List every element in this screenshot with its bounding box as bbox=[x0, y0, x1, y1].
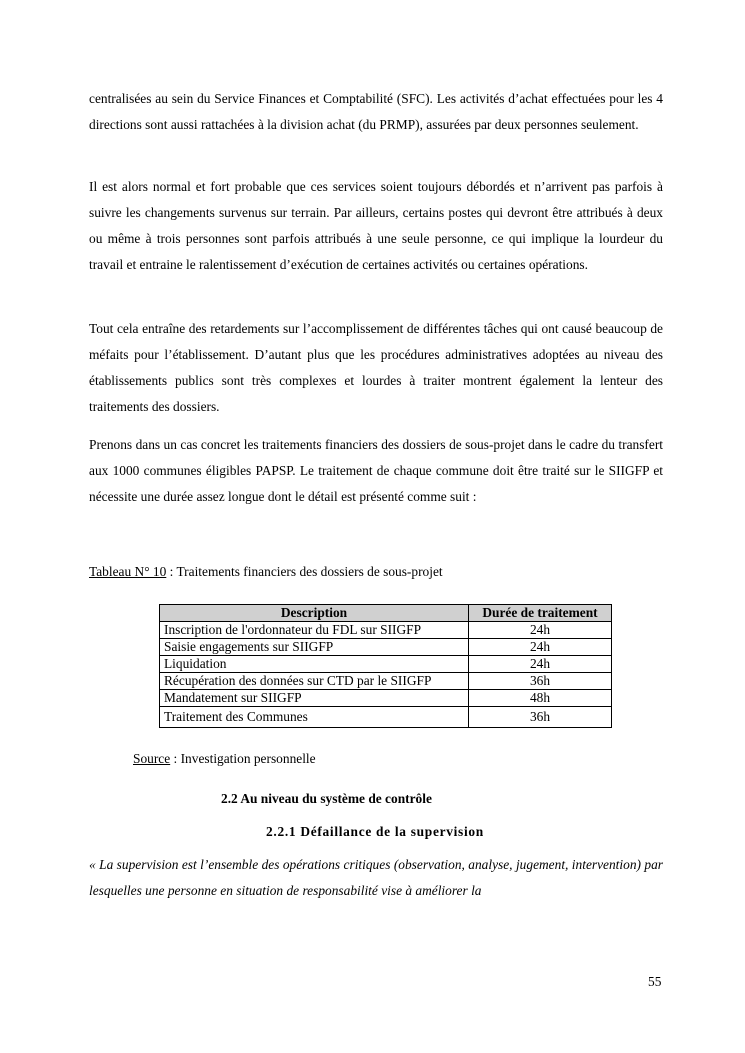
cell-duration: 24h bbox=[469, 656, 612, 673]
table-caption-label: Tableau N° 10 bbox=[89, 564, 167, 579]
cell-description: Liquidation bbox=[160, 656, 469, 673]
paragraph: centralisées au sein du Service Finances et Comptabilité (SFC). Les activités d’achat effectuées pour les 4 directions sont aussi rattachées à la division achat (du PRMP), assurées par deux personnes seulement. bbox=[89, 91, 663, 132]
cell-duration: 36h bbox=[469, 673, 612, 690]
cell-description: Inscription de l'ordonnateur du FDL sur SIIGFP bbox=[160, 622, 469, 639]
cell-description: Mandatement sur SIIGFP bbox=[160, 690, 469, 707]
paragraph: Tout cela entraîne des retardements sur l’accomplissement de différentes tâches qui ont causé beaucoup de méfaits pour l’établissement. D’autant plus que les procédures administratives adoptées au niveau des établissements publics sont très complexes et lourdes à traiter montrent également la lenteur des traitements des dossiers. bbox=[89, 321, 663, 414]
cell-duration: 24h bbox=[469, 639, 612, 656]
cell-duration: 24h bbox=[469, 622, 612, 639]
quote-paragraph: « La supervision est l’ensemble des opérations critiques (observation, analyse, jugement, intervention) par lesquelles une personne en situation de responsabilité vise à améliorer la bbox=[89, 857, 663, 898]
source-text: : Investigation personnelle bbox=[170, 751, 316, 766]
cell-description: Saisie engagements sur SIIGFP bbox=[160, 639, 469, 656]
column-header-duration: Durée de traitement bbox=[469, 605, 612, 622]
table-row bbox=[160, 656, 612, 673]
table-caption-text: : Traitements financiers des dossiers de sous-projet bbox=[166, 564, 443, 579]
table-header-row bbox=[160, 605, 612, 622]
table-row bbox=[160, 639, 612, 656]
cell-description: Récupération des données sur CTD par le SIIGFP bbox=[160, 673, 469, 690]
cell-duration: 48h bbox=[469, 690, 612, 707]
table-source bbox=[133, 751, 316, 767]
paragraph: Il est alors normal et fort probable que ces services soient toujours débordés et n’arrivent pas parfois à suivre les changements survenus sur terrain. Par ailleurs, certains postes qui devront être attribués à deux ou même à trois personnes sont parfois attribués à une seule personne, ce qui implique la lourdeur du travail et entraine le ralentissement d’exécution de certaines activités ou certaines opérations. bbox=[89, 179, 663, 272]
page-number: 55 bbox=[648, 974, 662, 989]
table-row bbox=[160, 707, 612, 728]
cell-duration: 36h bbox=[469, 707, 612, 728]
section-heading: 2.2 Au niveau du système de contrôle bbox=[221, 791, 432, 806]
table-row bbox=[160, 673, 612, 690]
column-header-description: Description bbox=[160, 605, 469, 622]
table-row bbox=[160, 690, 612, 707]
paragraph: Prenons dans un cas concret les traitements financiers des dossiers de sous-projet dans le cadre du transfert aux 1000 communes éligibles PAPSP. Le traitement de chaque commune doit être traité sur le SIIGFP et nécessite une durée assez longue dont le détail est présenté comme suit : bbox=[89, 437, 663, 504]
source-label: Source bbox=[133, 751, 171, 766]
table-caption bbox=[89, 564, 443, 580]
table-row bbox=[160, 622, 612, 639]
treatment-duration-table bbox=[159, 604, 612, 728]
cell-description: Traitement des Communes bbox=[160, 707, 469, 728]
subsection-heading: 2.2.1 Défaillance de la supervision bbox=[266, 824, 484, 839]
